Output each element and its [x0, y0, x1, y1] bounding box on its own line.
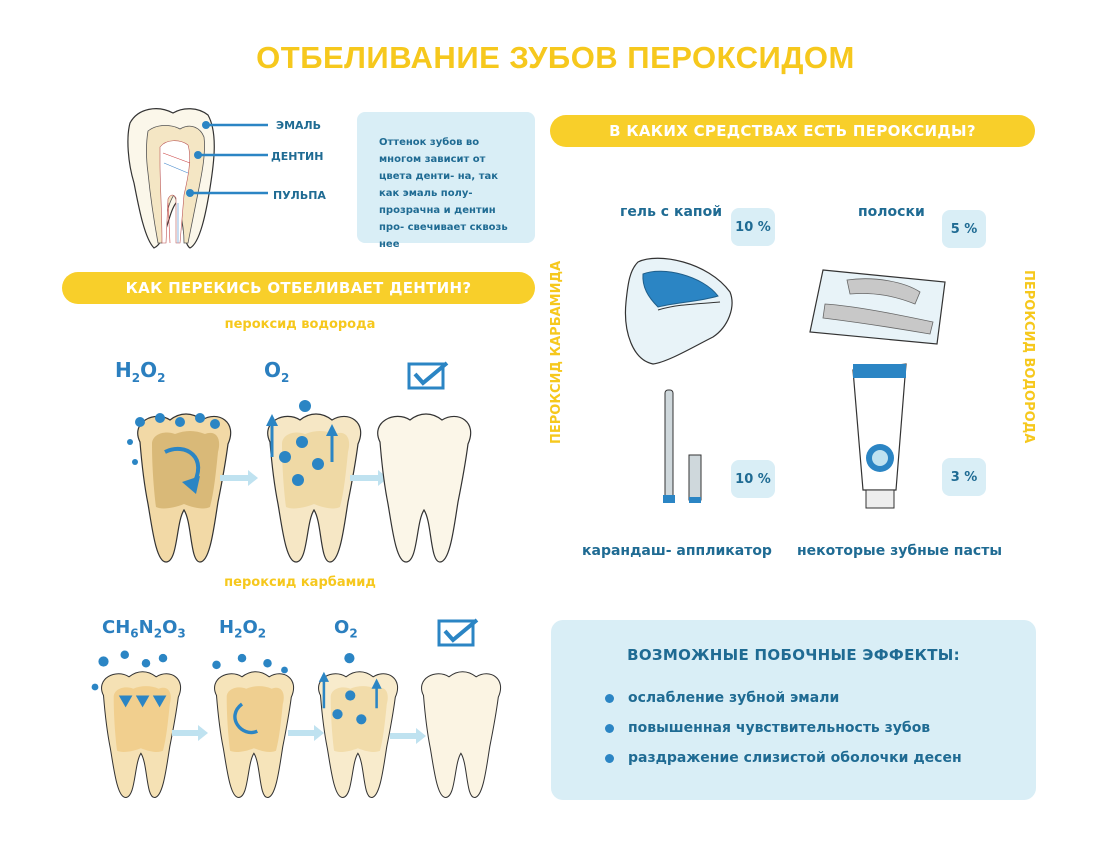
- carbamide-process-illustration: [80, 648, 520, 808]
- label-enamel: ЭМАЛЬ: [276, 119, 322, 132]
- formula-h2o2-second: $H_2O_2$: [219, 617, 267, 641]
- label-pulp: ПУЛЬПА: [273, 189, 326, 202]
- tray-icon: [618, 252, 743, 372]
- hydrogen-label: пероксид водорода: [224, 317, 376, 332]
- info-note: Оттенок зубов во многом зависит от цвета денти- на, так как эмаль полу- прозрачна и дентин про- свечивает сквозь нее: [357, 112, 535, 243]
- page-title: ОТБЕЛИВАНИЕ ЗУБОВ ПЕРОКСИДОМ: [256, 40, 855, 75]
- product-name-strips: полоски: [858, 204, 925, 220]
- product-name-pen: карандаш- аппликатор: [582, 543, 772, 559]
- percent-pen: 10 %: [731, 460, 775, 498]
- formula-o2: $O_2$: [264, 358, 290, 385]
- formula-h2o2: $H_2O_2$: [115, 358, 166, 385]
- side-effects-panel: [551, 620, 1036, 800]
- side-effects-title: ВОЗМОЖНЫЕ ПОБОЧНЫЕ ЭФФЕКТЫ:: [627, 646, 960, 664]
- bullet-icon: [605, 724, 614, 733]
- hydrogen-process-illustration: [120, 400, 540, 570]
- bullet-icon: [605, 694, 614, 703]
- toothpaste-icon: [848, 360, 913, 515]
- side-effect-item: раздражение слизистой оболочки десен: [605, 750, 1036, 766]
- side-effect-item: повышенная чувствительность зубов: [605, 720, 1036, 736]
- formula-ch6n2o3: $CH_6N_2O_3$: [102, 617, 186, 641]
- formula-o2-second: $O_2$: [334, 617, 358, 641]
- strips-icon: [805, 262, 950, 352]
- product-name-toothpaste: некоторые зубные пасты: [797, 543, 1003, 559]
- bullet-icon: [605, 754, 614, 763]
- carbamide-label: пероксид карбамид: [224, 575, 376, 590]
- percent-gel-tray: 10 %: [731, 208, 775, 246]
- label-dentin: ДЕНТИН: [271, 150, 324, 163]
- how-banner: КАК ПЕРЕКИСЬ ОТБЕЛИВАЕТ ДЕНТИН?: [62, 272, 535, 304]
- label-hydrogen-vertical: ПЕРОКСИД ВОДОРОДА: [1021, 270, 1036, 444]
- percent-toothpaste: 3 %: [942, 458, 986, 496]
- pen-icon: [655, 385, 715, 515]
- side-effect-item: ослабление зубной эмали: [605, 690, 1036, 706]
- products-banner: В КАКИХ СРЕДСТВАХ ЕСТЬ ПЕРОКСИДЫ?: [550, 115, 1035, 147]
- percent-strips: 5 %: [942, 210, 986, 248]
- label-carbamide-vertical: ПЕРОКСИД КАРБАМИДА: [549, 260, 564, 444]
- check-icon: [407, 360, 451, 396]
- product-name-gel-tray: гель с капой: [620, 204, 723, 220]
